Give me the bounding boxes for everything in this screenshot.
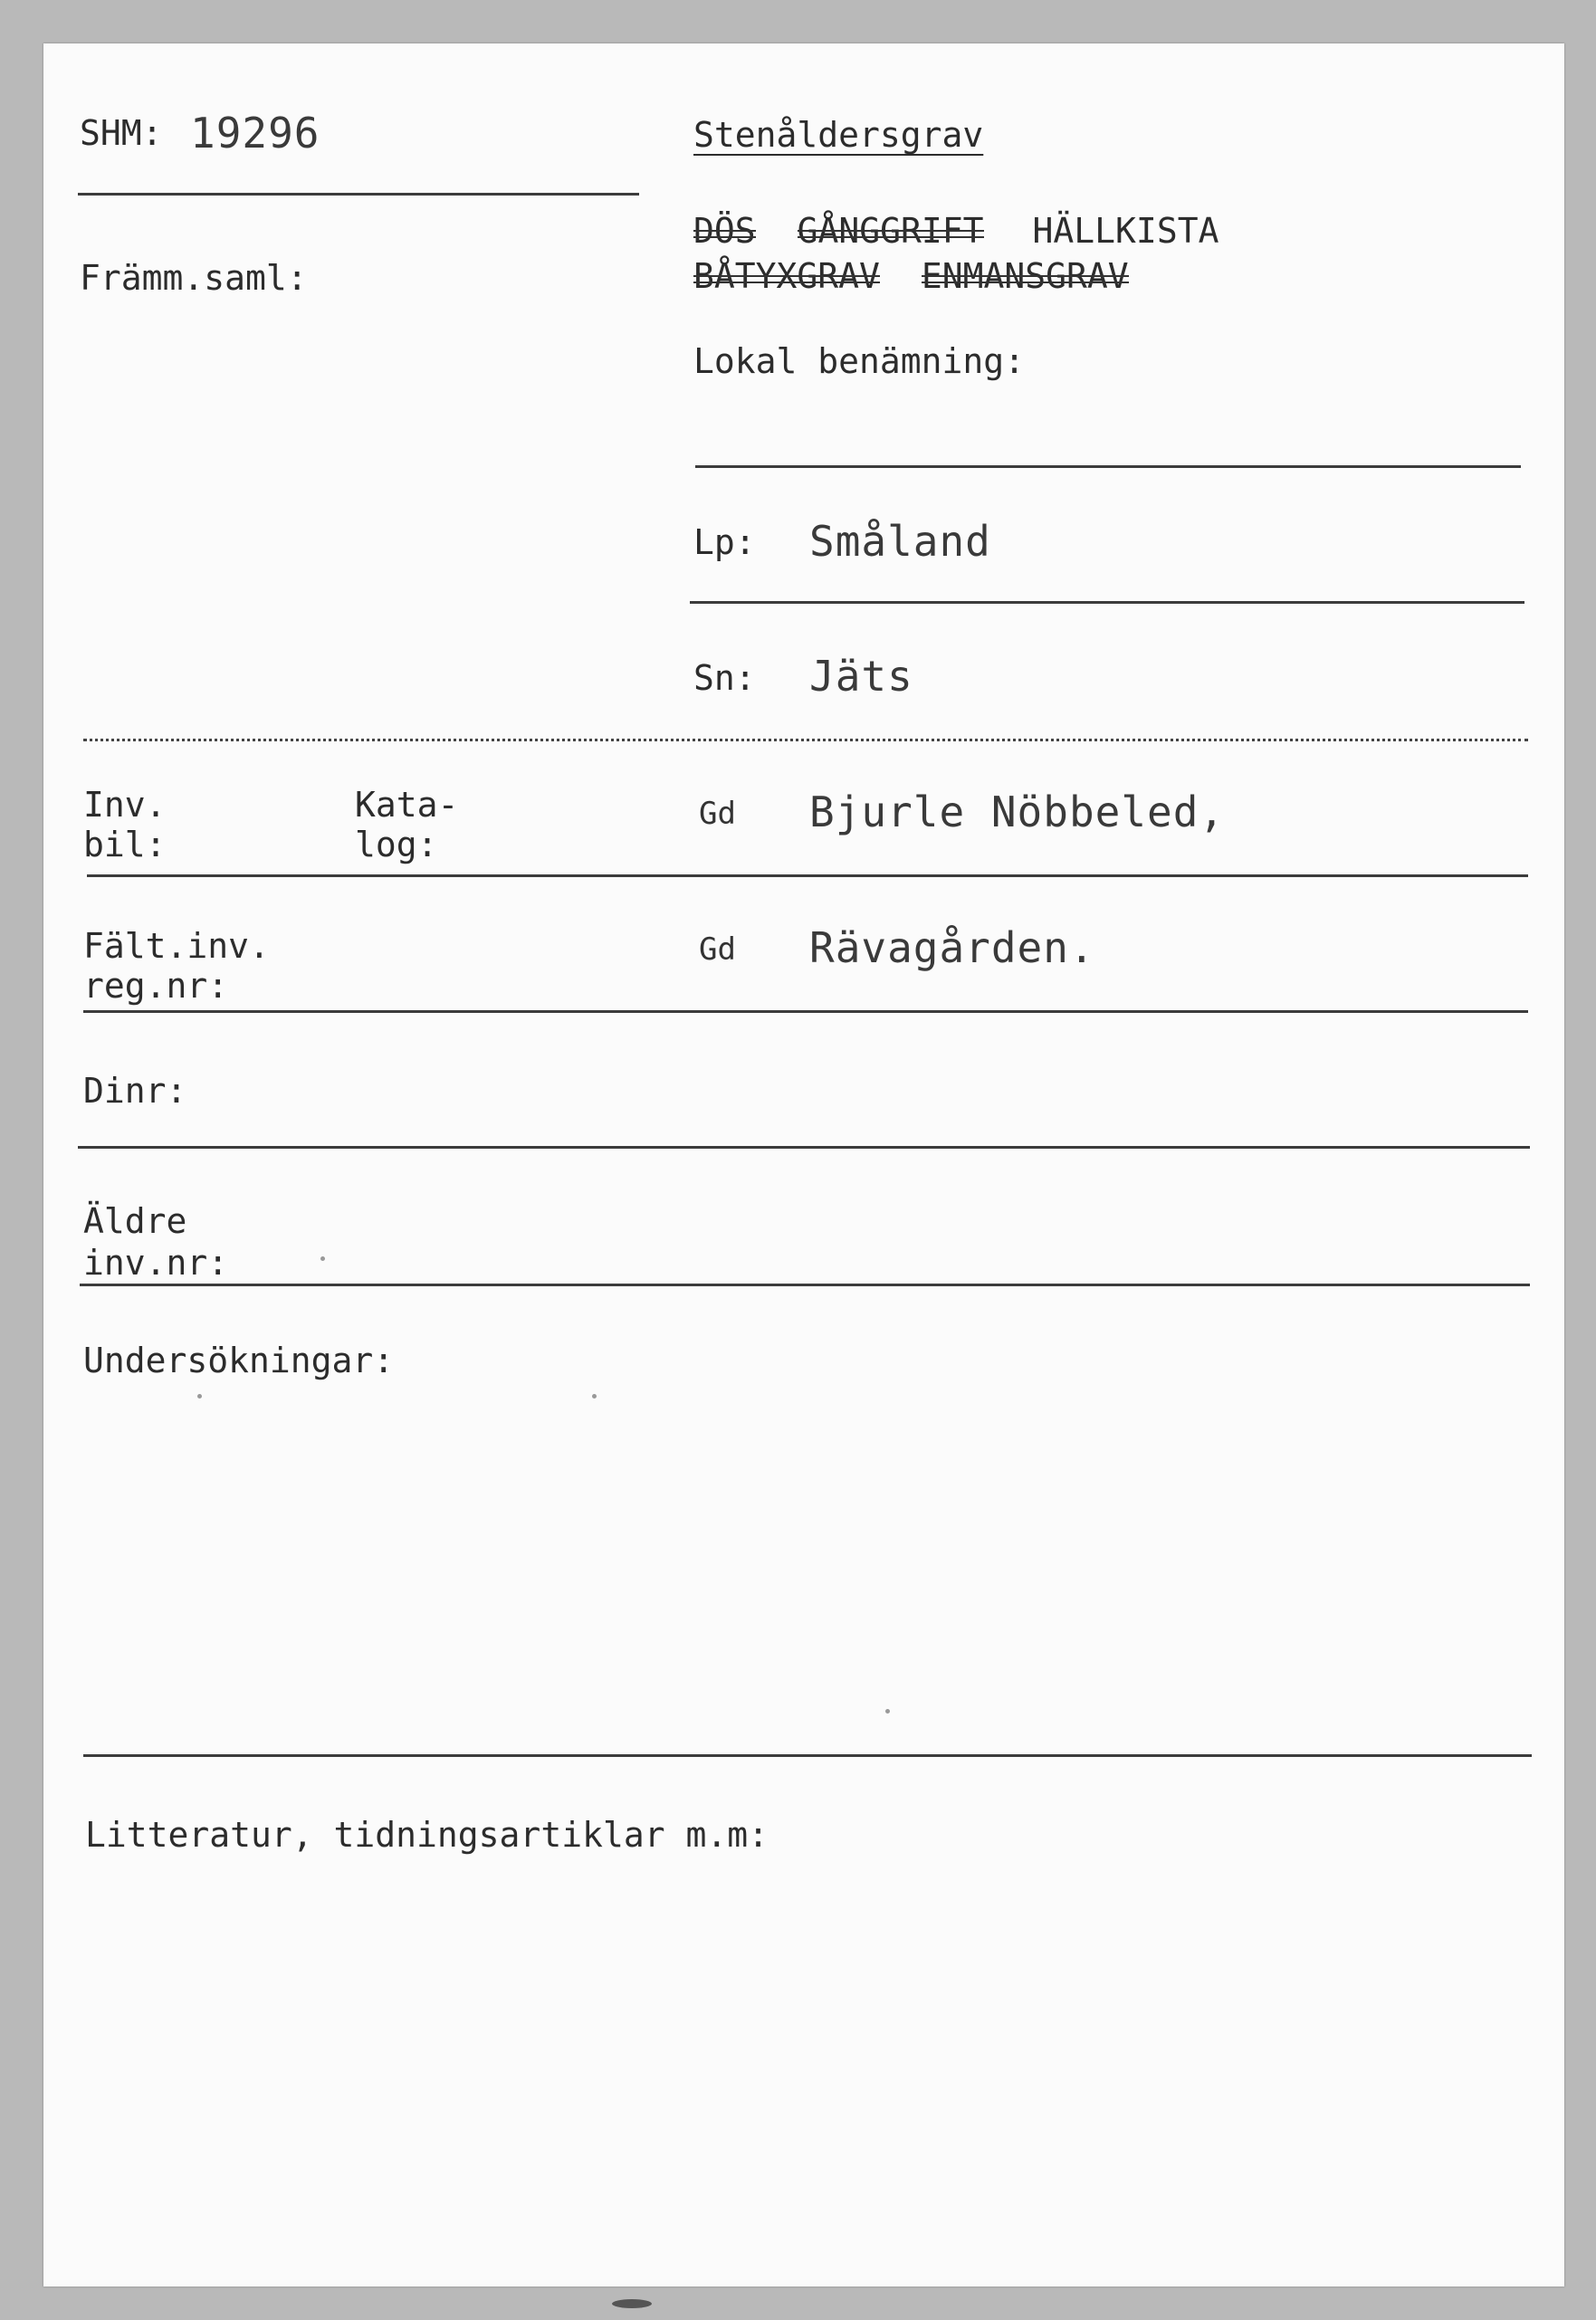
gd1-label: Gd <box>699 796 736 832</box>
lokal-benamning-label: Lokal benämning: <box>693 341 1026 381</box>
grave-types-line-2 <box>693 256 1129 296</box>
undersokningar-label: Undersökningar: <box>83 1341 395 1380</box>
aldre-label-line-2: inv.nr: <box>83 1243 229 1283</box>
gd1-value: Bjurle Nöbbeled, <box>809 788 1226 836</box>
paper-speck <box>320 1256 325 1261</box>
catalog-card <box>43 43 1564 2287</box>
section-divider-6 <box>83 1754 1532 1757</box>
section-divider-2 <box>87 874 1528 877</box>
shm-underline <box>78 193 639 196</box>
ink-blot <box>612 2299 652 2308</box>
lokal-benamning-line <box>695 465 1521 468</box>
gd2-value: Rävagården. <box>809 923 1095 972</box>
litteratur-label: Litteratur, tidningsartiklar m.m: <box>85 1815 769 1855</box>
grave-type-hallkista: HÄLLKISTA <box>1032 211 1219 251</box>
section-divider-3 <box>83 1010 1528 1013</box>
dinr-label: Dinr: <box>83 1071 187 1111</box>
lp-line <box>690 601 1524 604</box>
lp-value: Småland <box>809 517 991 566</box>
katalog-label-line-1: Kata- <box>355 785 459 825</box>
katalog-label-line-2: log: <box>355 825 438 864</box>
falt-inv-label-line-2: reg.nr: <box>83 966 229 1006</box>
inv-bil-label-line-1: Inv. <box>83 785 167 825</box>
struck-type-batyxgrav: BÅTYXGRAV <box>693 256 880 296</box>
category-title: Stenåldersgrav <box>693 115 984 155</box>
grave-types-line-1 <box>693 211 1219 251</box>
falt-inv-label-line-1: Fält.inv. <box>83 926 270 966</box>
struck-type-dos: DÖS <box>693 211 756 251</box>
framm-saml-label: Främm.saml: <box>80 258 308 298</box>
inv-bil-label-line-2: bil: <box>83 825 167 864</box>
shm-label: SHM: <box>80 113 163 153</box>
paper-speck <box>885 1709 890 1714</box>
struck-type-enmansgrav: ENMANSGRAV <box>921 256 1129 296</box>
gd2-label: Gd <box>699 931 736 968</box>
sn-value: Jäts <box>809 652 913 701</box>
shm-number: 19296 <box>190 109 320 158</box>
section-divider-1 <box>83 739 1528 741</box>
sn-label: Sn: <box>693 658 756 698</box>
paper-speck <box>197 1394 202 1399</box>
struck-type-ganggrift: GÅNGGRIFT <box>797 211 984 251</box>
section-divider-5 <box>80 1284 1530 1286</box>
aldre-label-line-1: Äldre <box>83 1201 187 1241</box>
paper-speck <box>592 1394 597 1399</box>
lp-label: Lp: <box>693 522 756 562</box>
section-divider-4 <box>78 1146 1530 1149</box>
